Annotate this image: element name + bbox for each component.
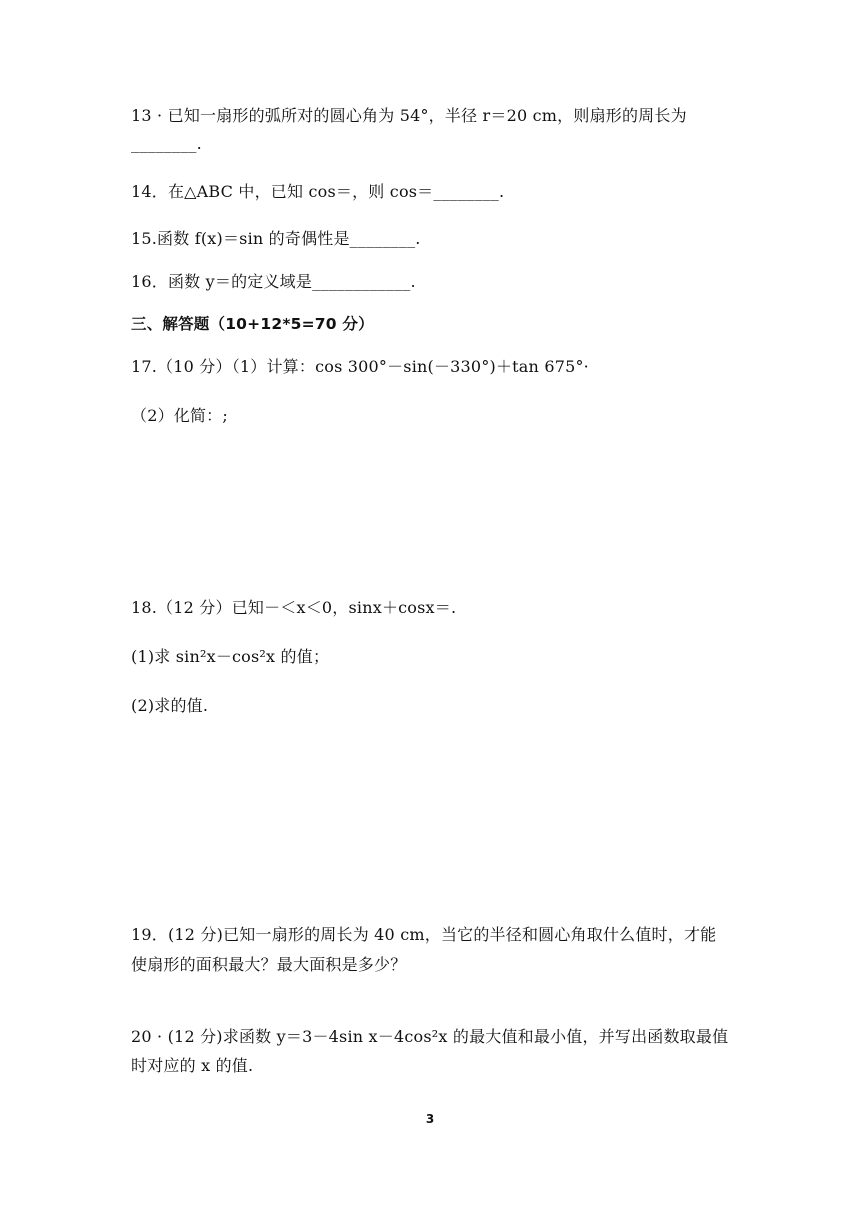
question-18-part-2: (2)求的值.: [131, 696, 209, 715]
question-17-part-2: （2）化简：;: [131, 406, 228, 425]
question-18-part-1: (1)求 sin²x－cos²x 的值；: [131, 647, 330, 666]
page-number: 3: [425, 1112, 435, 1126]
question-14: 14．在△ABC 中，已知 cos＝，则 cos＝________.: [131, 182, 505, 201]
question-16: 16．函数 y＝的定义域是____________.: [131, 272, 416, 291]
question-20-line-2: 时对应的 x 的值.: [131, 1056, 254, 1075]
question-19-line-1: 19．(12 分)已知一扇形的周长为 40 cm，当它的半径和圆心角取什么值时，才能: [131, 925, 717, 944]
question-15: 15.函数 f(x)＝sin 的奇偶性是________.: [131, 229, 421, 248]
question-17-part-1: 17.（10 分）（1）计算：cos 300°－sin(－330°)＋tan 675°·: [131, 357, 589, 376]
question-19-line-2: 使扇形的面积最大？最大面积是多少？: [131, 955, 407, 974]
question-13-line-1: 13 · 已知一扇形的弧所对的圆心角为 54°，半径 r＝20 cm，则扇形的周长为: [131, 106, 687, 125]
section-heading: 三、解答题（10+12*5=70 分）: [131, 315, 374, 333]
question-13-line-2: ________.: [131, 134, 202, 153]
question-18: 18.（12 分）已知－＜x＜0，sinx＋cosx＝.: [131, 598, 457, 617]
question-20-line-1: 20 · (12 分)求函数 y＝3－4sin x－4cos²x 的最大值和最小值，并写出函数取最值: [131, 1027, 729, 1046]
